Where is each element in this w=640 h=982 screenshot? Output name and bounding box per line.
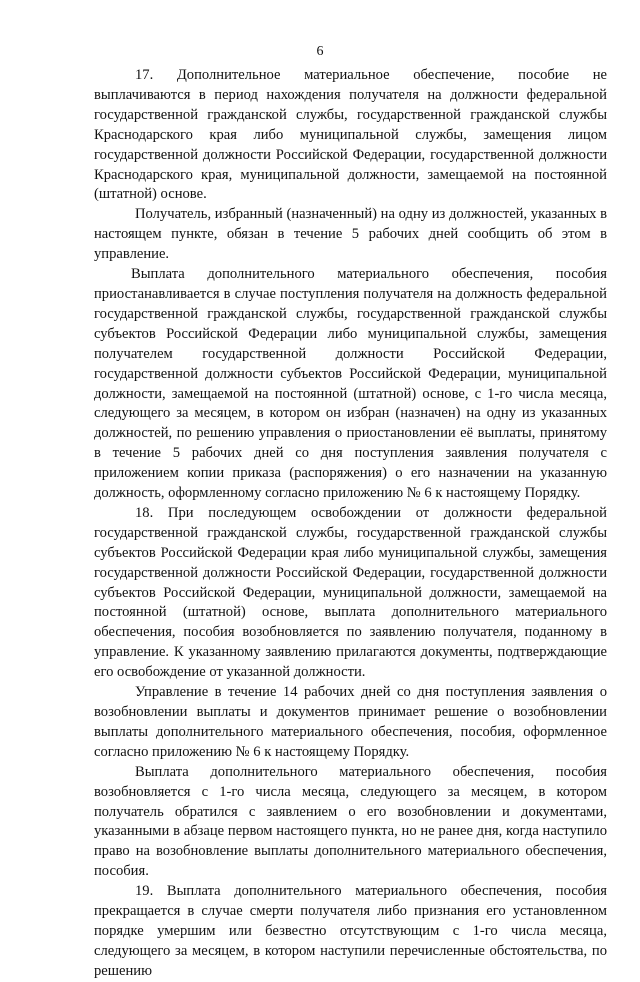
paragraph-19: 19. Выплата дополнительного материального обеспечения, пособия прекращается в случае смерти получателя либо признания его установленном порядке умершим или безвестно отсутствующим с 1-го числа месяца, следующего за месяцем, в котором наступили перечисленные обстоятельства, по решению bbox=[94, 883, 607, 979]
paragraph-17-notice: Получатель, избранный (назначенный) на одну из должностей, указанных в настоящем пункте, обязан в течение 5 рабочих дней сообщить об этом в управление. bbox=[94, 206, 607, 263]
paragraph-18-decision: Управление в течение 14 рабочих дней со дня поступления заявления о возобновлении выплаты и документов принимает решение о возобновлении выплаты дополнительного материального обеспечения, пособия, оформленное согласно приложению № 6 к настоящему Порядку. bbox=[94, 684, 607, 760]
paragraph-18: 18. При последующем освобождении от должности федеральной государственной гражданской службы, государственной гражданской службы субъектов Российской Федерации края либо муниципальной службы, замещения государственной должности Российской Федерации, государственной должности субъектов Российской Федерации, муниципальной должности, замещаемой на постоянной (штатной) основе, выплата дополнительного материального обеспечения, пособия возобновляется по заявлению получателя, поданному в управление. К указанному заявлению прилагаются документы, подтверждающие его освобождение от указанной должности. bbox=[94, 504, 607, 681]
document-body bbox=[94, 66, 607, 982]
paragraph-17-suspension: Выплата дополнительного материального обеспечения, пособия приостанавливается в случае поступления получателя на должность федеральной государственной гражданской службы, государственной гражданской службы субъектов Российской Федерации либо муниципальной службы, замещения получателем государственной должности Российской Федерации, государственной должности субъектов Российской Федерации, муниципальной должности, замещаемой на постоянной (штатной) основе, с 1-го числа месяца, следующего за месяцем, в котором он избран (назначен) на одну из указанных должностей, по решению управления о приостановлении её выплаты, принятому в течение 5 рабочих дней со дня поступления заявления получателя с приложением копии приказа (распоряжения) о его назначении на указанную должность, оформленному согласно приложению № 6 к настоящему Порядку. bbox=[94, 266, 607, 502]
paragraph-18-resumption: Выплата дополнительного материального обеспечения, пособия возобновляется с 1-го числа месяца, следующего за месяцем, в котором получатель обратился с заявлением о его возобновлении и документами, указанными в абзаце первом настоящего пункта, но не ранее дня, когда наступило право на возобновление выплаты дополнительного материального обеспечения, пособия. bbox=[94, 763, 607, 880]
paragraph-17: 17. Дополнительное материальное обеспечение, пособие не выплачиваются в период нахождения получателя на должности федеральной государственной гражданской службы, государственной гражданской службы Краснодарского края либо муниципальной службы, замещения лицом государственной должности Российской Федерации, государственной должности Краснодарского края, муниципальной должности, замещаемой на постоянной (штатной) основе. bbox=[94, 67, 607, 203]
page-number: 6 bbox=[316, 44, 324, 59]
